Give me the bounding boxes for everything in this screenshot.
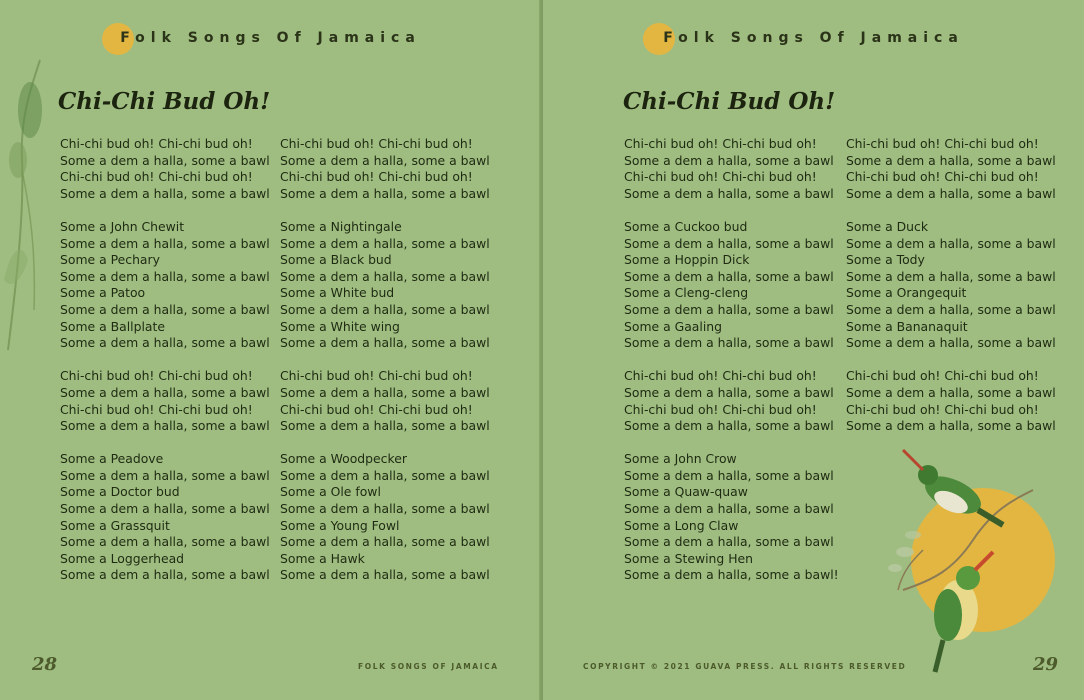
- lyric-stanza: [624, 451, 839, 584]
- lyric-line: Some a Cleng-cleng: [624, 285, 749, 301]
- header-text: Folk Songs Of Jamaica: [663, 30, 964, 46]
- lyric-stanza: [280, 368, 490, 434]
- lyric-line: Some a dem a halla, some a bawl: [846, 335, 1056, 351]
- lyric-stanza: [846, 136, 1056, 202]
- lyric-line: Chi-chi bud oh! Chi-chi bud oh!: [624, 169, 817, 185]
- lyric-line: Some a dem a halla, some a bawl: [60, 301, 270, 317]
- lyric-line: Some a dem a halla, some a bawl: [846, 152, 1056, 168]
- lyric-line: Some a dem a halla, some a bawl!: [624, 567, 839, 583]
- lyric-line: Some a dem a halla, some a bawl: [280, 301, 490, 317]
- lyric-line: Chi-chi bud oh! Chi-chi bud oh!: [280, 136, 473, 151]
- copyright-footer: COPYRIGHT © 2021 GUAVA PRESS. ALL RIGHTS RESERVED: [583, 662, 907, 671]
- lyric-line: Some a Woodpecker: [280, 451, 407, 467]
- lyric-line: Some a Pechary: [60, 252, 160, 268]
- running-header: [543, 30, 1084, 46]
- lyric-line: Some a dem a halla, some a bawl: [60, 268, 270, 284]
- lyric-line: Chi-chi bud oh! Chi-chi bud oh!: [846, 401, 1039, 417]
- lyric-line: Some a dem a halla, some a bawl: [60, 501, 270, 517]
- lyric-line: Some a Ballplate: [60, 318, 165, 334]
- lyric-line: Some a dem a halla, some a bawl: [624, 301, 834, 317]
- lyric-line: Some a dem a halla, some a bawl: [846, 235, 1056, 251]
- lyric-line: Chi-chi bud oh! Chi-chi bud oh!: [60, 368, 253, 384]
- lyric-line: Some a Grassquit: [60, 517, 170, 533]
- lyric-line: Some a dem a halla, some a bawl: [280, 152, 490, 168]
- lyric-line: Some a Stewing Hen: [624, 550, 753, 566]
- lyric-line: Some a dem a halla, some a bawl: [280, 235, 490, 251]
- lyric-line: Some a dem a halla, some a bawl: [624, 268, 834, 284]
- lyric-line: Some a dem a halla, some a bawl: [846, 185, 1056, 201]
- lyric-line: Some a dem a halla, some a bawl: [624, 418, 834, 434]
- lyric-line: Some a Loggerhead: [60, 550, 185, 566]
- lyric-line: Chi-chi bud oh! Chi-chi bud oh!: [60, 169, 253, 185]
- lyric-stanza: [280, 136, 490, 202]
- lyric-line: Chi-chi bud oh! Chi-chi bud oh!: [624, 136, 817, 151]
- lyric-line: Some a dem a halla, some a bawl: [60, 235, 270, 251]
- lyric-line: Some a Hoppin Dick: [624, 252, 750, 268]
- lyric-line: Some a Quaw-quaw: [624, 484, 748, 500]
- lyric-line: Some a dem a halla, some a bawl: [846, 418, 1056, 434]
- lyric-line: Some a dem a halla, some a bawl: [60, 418, 270, 434]
- lyric-line: Some a John Chewit: [60, 218, 185, 234]
- lyric-line: Some a Tody: [846, 252, 925, 268]
- song-title: Chi-Chi Bud Oh!: [623, 88, 836, 115]
- lyric-line: Some a dem a halla, some a bawl: [280, 384, 490, 400]
- page-number: 28: [32, 654, 58, 675]
- lyric-stanza: [60, 136, 270, 202]
- lyrics-column-1: [60, 136, 270, 601]
- page-number: 29: [1033, 654, 1059, 675]
- lyric-line: Some a John Crow: [624, 451, 737, 467]
- lyric-stanza: [846, 368, 1056, 434]
- hummingbird-plant-illustration: [0, 50, 60, 370]
- lyric-line: Some a dem a halla, some a bawl: [280, 567, 490, 583]
- lyric-line: Some a Patoo: [60, 285, 146, 301]
- lyric-line: Chi-chi bud oh! Chi-chi bud oh!: [846, 136, 1039, 151]
- page-footer: FOLK SONGS OF JAMAICA: [358, 662, 499, 671]
- lyric-line: Some a dem a halla, some a bawl: [280, 335, 490, 351]
- lyric-line: Some a Long Claw: [624, 517, 739, 533]
- lyric-line: Some a dem a halla, some a bawl: [624, 534, 834, 550]
- lyric-line: Some a dem a halla, some a bawl: [280, 418, 490, 434]
- lyric-line: Some a dem a halla, some a bawl: [846, 384, 1056, 400]
- left-page: [0, 0, 541, 700]
- lyric-line: Some a Doctor bud: [60, 484, 180, 500]
- lyric-line: Some a dem a halla, some a bawl: [280, 467, 490, 483]
- lyric-stanza: [624, 368, 839, 434]
- right-page: [543, 0, 1084, 700]
- lyric-line: Some a dem a halla, some a bawl: [60, 152, 270, 168]
- lyric-line: Chi-chi bud oh! Chi-chi bud oh!: [846, 169, 1039, 185]
- lyric-line: Some a dem a halla, some a bawl: [624, 185, 834, 201]
- lyric-line: Some a Duck: [846, 218, 928, 234]
- lyric-line: Some a dem a halla, some a bawl: [624, 152, 834, 168]
- lyric-line: Some a dem a halla, some a bawl: [60, 567, 270, 583]
- lyric-line: Some a Ole fowl: [280, 484, 381, 500]
- lyric-line: Some a Nightingale: [280, 218, 402, 234]
- lyric-stanza: [60, 451, 270, 584]
- lyric-line: Some a dem a halla, some a bawl: [60, 467, 270, 483]
- lyric-line: Some a dem a halla, some a bawl: [846, 268, 1056, 284]
- lyric-line: Some a Orangequit: [846, 285, 967, 301]
- lyric-line: Some a dem a halla, some a bawl: [280, 534, 490, 550]
- lyric-stanza: [846, 219, 1056, 352]
- tody-birds-illustration: [843, 440, 1073, 680]
- lyric-line: Some a Gaaling: [624, 318, 722, 334]
- lyric-line: Some a dem a halla, some a bawl: [60, 534, 270, 550]
- lyrics-column-1: [624, 136, 839, 601]
- lyric-line: Some a dem a halla, some a bawl: [60, 185, 270, 201]
- lyric-line: Some a dem a halla, some a bawl: [624, 335, 834, 351]
- lyric-line: Chi-chi bud oh! Chi-chi bud oh!: [624, 401, 817, 417]
- lyric-stanza: [624, 219, 839, 352]
- lyric-line: Some a dem a halla, some a bawl: [60, 335, 270, 351]
- lyric-line: Chi-chi bud oh! Chi-chi bud oh!: [624, 368, 817, 384]
- lyric-line: Some a Bananaquit: [846, 318, 968, 334]
- lyric-line: Some a Hawk: [280, 550, 365, 566]
- lyric-line: Some a White bud: [280, 285, 395, 301]
- running-header: [0, 30, 541, 46]
- lyric-stanza: [60, 219, 270, 352]
- lyric-line: Some a Peadove: [60, 451, 164, 467]
- lyric-line: Some a dem a halla, some a bawl: [846, 301, 1056, 317]
- song-title: Chi-Chi Bud Oh!: [58, 88, 271, 115]
- lyric-line: Some a dem a halla, some a bawl: [624, 467, 834, 483]
- lyrics-column-2: [280, 136, 490, 601]
- lyric-stanza: [280, 451, 490, 584]
- lyric-stanza: [280, 219, 490, 352]
- lyric-line: Some a dem a halla, some a bawl: [60, 384, 270, 400]
- lyric-line: Chi-chi bud oh! Chi-chi bud oh!: [60, 136, 253, 151]
- lyric-line: Chi-chi bud oh! Chi-chi bud oh!: [280, 169, 473, 185]
- lyric-line: Some a Black bud: [280, 252, 392, 268]
- lyric-line: Some a dem a halla, some a bawl: [280, 501, 490, 517]
- lyric-stanza: [624, 136, 839, 202]
- lyric-line: Chi-chi bud oh! Chi-chi bud oh!: [280, 368, 473, 384]
- lyric-stanza: [60, 368, 270, 434]
- lyric-line: Chi-chi bud oh! Chi-chi bud oh!: [846, 368, 1039, 384]
- header-text: Folk Songs Of Jamaica: [120, 30, 421, 46]
- lyric-line: Some a dem a halla, some a bawl: [624, 501, 834, 517]
- lyrics-column-2: [846, 136, 1056, 451]
- lyric-line: Chi-chi bud oh! Chi-chi bud oh!: [60, 401, 253, 417]
- lyric-line: Chi-chi bud oh! Chi-chi bud oh!: [280, 401, 473, 417]
- lyric-line: Some a dem a halla, some a bawl: [280, 185, 490, 201]
- lyric-line: Some a White wing: [280, 318, 400, 334]
- lyric-line: Some a dem a halla, some a bawl: [624, 384, 834, 400]
- lyric-line: Some a dem a halla, some a bawl: [624, 235, 834, 251]
- lyric-line: Some a Young Fowl: [280, 517, 400, 533]
- lyric-line: Some a dem a halla, some a bawl: [280, 268, 490, 284]
- lyric-line: Some a Cuckoo bud: [624, 218, 748, 234]
